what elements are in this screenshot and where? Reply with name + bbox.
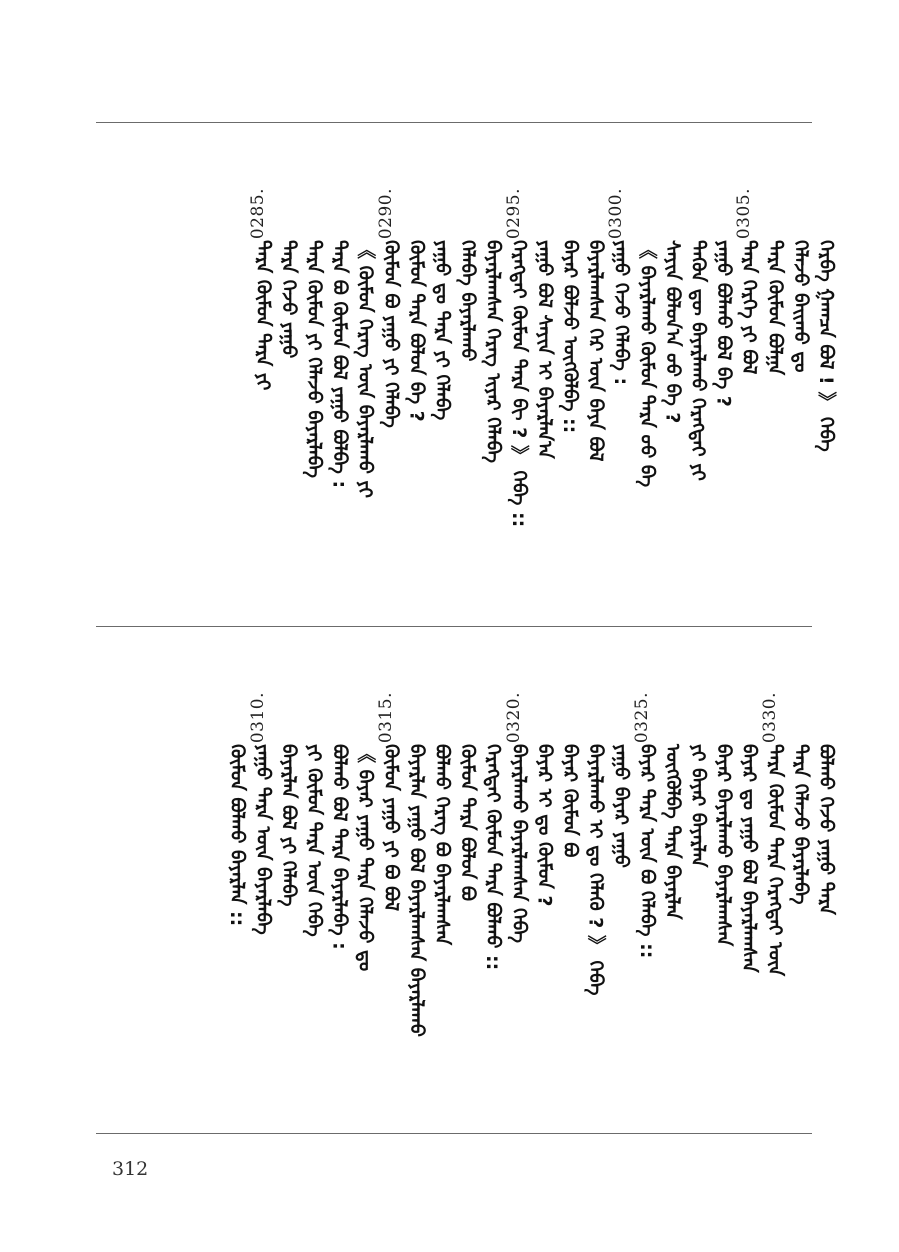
line-text: ᠬᠦᠮᠦᠨ ᠶᠠᠭᠤ ᠶᠢ ᠪᠣ ᠪᠣᠯ xyxy=(379,744,402,912)
top-rule xyxy=(96,122,812,123)
middle-rule xyxy=(96,626,812,627)
line-text: ᠪᠠᠶᠠᠷᠯᠠᠨ ᠶᠠᠭᠤ ᠪᠣᠯ ᠪᠠᠶᠠᠷᠯᠠᠭᠰᠠᠨ ᠪᠠᠶᠠᠷᠯᠠᠬᠤ xyxy=(405,744,428,1037)
bottom-rule xyxy=(96,1133,812,1134)
line-text: ᠪᠠᠶᠠᠷᠯᠠᠭᠰᠠᠨ ᠬᠡᠷᠡᠭ ᠢᠶᠡᠷ ᠬᠡᠯᠡᠪᠡ xyxy=(482,240,505,463)
line-text: ᠪᠣᠯᠬᠤ ᠬᠡᠷᠡᠭ ᠪᠣ ᠪᠠᠶᠠᠷᠯᠠᠭᠰᠠᠨ xyxy=(431,744,453,946)
line-text: ᠶᠠᠭᠤ ᠭᠡᠵᠦ ᠬᠡᠯᠡᠪᠡ : xyxy=(610,240,633,386)
line-text: ᠲᠡᠷᠡ ᠬᠦᠮᠦᠨ ᠪᠣᠯᠭᠠ xyxy=(763,240,786,376)
line-number: 0290. xyxy=(375,188,396,240)
line-number: 0310. xyxy=(247,692,268,744)
line-text: ᠲᠡᠷᠡ ᠬᠦᠮᠦᠨ ᠶᠢ ᠬᠡᠯᠡᠵᠦ ᠪᠠᠶᠠᠷᠯᠠᠪᠠ xyxy=(303,240,325,479)
line-text: ᠲᠡᠷᠡ ᠬᠦᠮᠦᠨ ᠲᠡᠷᠡ ᠶᠢ xyxy=(251,240,274,391)
line-text: ᠪᠠᠶᠠᠷ ᠬᠦᠮᠦᠨ ᠪᠣ xyxy=(559,744,581,858)
lower-text-block xyxy=(96,692,837,1112)
line-text: ᠬᠦᠮᠦᠨ ᠲᠡᠷᠡ ᠪᠣᠯᠤᠨ ᠪᠡ ? xyxy=(405,240,428,422)
page-number: 312 xyxy=(112,1158,149,1180)
line-number: 0300. xyxy=(606,188,627,240)
line-text: ᠶᠢ ᠪᠠᠶᠠᠷ ᠪᠠᠶᠠᠷᠯᠠᠨ xyxy=(687,744,709,868)
line-text: ᠪᠠᠶᠠᠷᠯᠠᠬᠤ ᠢ ᠳᠤ ᠬᠡᠯᠡᠬᠦ ? 》 ᠭᠡᠪᠡ xyxy=(584,744,607,996)
line-number: 0295. xyxy=(503,188,524,240)
line-text: ᠪᠠᠶᠠᠷᠯᠠᠭᠰᠠᠨ ᠭᠡᠷ ᠦᠨ ᠪᠡᠶᠡ ᠪᠣᠯ xyxy=(584,240,607,462)
line-text: ᠪᠠᠶᠠᠷᠯᠠᠬᠤ ᠪᠠᠶᠠᠷᠯᠠᠭᠰᠠᠨ ᠭᠡᠪᠡ xyxy=(507,744,530,943)
line-text: ᠬᠦᠮᠦᠨ ᠪᠣ ᠶᠠᠭᠤ ᠶᠢ ᠬᠡᠯᠡᠪᠡ xyxy=(379,240,402,428)
line-text: 《 ᠪᠠᠶᠠᠷ ᠶᠠᠭᠤ ᠲᠡᠷᠡ ᠬᠡᠯᠡᠵᠦ ᠳᠤ xyxy=(354,744,377,972)
line-text: ᠪᠠᠶᠠᠷ ᠳᠤ ᠶᠠᠭᠤ ᠪᠣᠯ ᠪᠠᠶᠠᠷᠯᠠᠭᠰᠠᠨ xyxy=(738,744,761,973)
line-text: ᠬᠡᠯᠡᠵᠦ ᠪᠠᠢᠬᠤ ᠳᠤ xyxy=(789,240,812,373)
line-text: ᠬᠡᠷᠡᠭᠲᠡᠢ ᠬᠦᠮᠦᠨ ᠲᠡᠷᠡ ᠪᠣᠯᠬᠤ :: xyxy=(482,744,505,971)
line-text: ᠶᠠᠭᠤ ᠪᠠᠶᠠᠷ ᠶᠠᠭᠤ xyxy=(610,744,633,868)
line-number: 0325. xyxy=(631,692,652,744)
line-number: 0330. xyxy=(759,692,780,744)
line-text: ᠪᠠᠶᠠᠷ ᠪᠠᠶᠠᠷᠯᠠᠬᠤ ᠪᠠᠶᠠᠷᠯᠠᠭᠰᠠᠨ xyxy=(712,744,735,947)
line-number: 0320. xyxy=(503,692,524,744)
line-text: ᠦᠭᠭᠦᠯᠪᠡ ᠲᠡᠷᠡ ᠪᠠᠶᠠᠷᠯᠠᠨ xyxy=(661,744,684,920)
line-text: ᠶᠠᠭᠤ ᠪᠣᠯᠬᠤ ᠪᠣᠯ ᠪᠡ ? xyxy=(712,240,735,407)
line-text: ᠬᠡᠷᠪᠡ ᠭᠠᠭᠴᠠ ᠪᠣᠯ ! 》 ᠭᠡᠪᠡ xyxy=(815,240,837,452)
line-text: ᠬᠡᠷᠡᠭᠲᠡᠢ ᠬᠦᠮᠦᠨ ᠲᠡᠷᠡ ᠪᠢ ? 》 ᠭᠡᠪᠡ :: xyxy=(507,240,530,528)
line-text: ᠪᠠᠶᠠᠷᠯᠠᠨ ᠪᠣᠯ ᠶᠢ ᠬᠡᠯᠡᠪᠡ xyxy=(277,744,300,907)
line-text: ᠪᠣᠯᠬᠤ ᠪᠣᠯ ᠲᠡᠷᠡ ᠪᠠᠶᠠᠷᠯᠠᠪᠠ : xyxy=(328,744,351,950)
upper-text-block xyxy=(96,188,837,608)
line-text: ᠲᠡᠷᠡ ᠭᠡᠵᠦ ᠶᠠᠭᠤ xyxy=(277,240,300,359)
line-text: ᠪᠣᠯᠬᠤ ᠭᠡᠵᠦ ᠶᠠᠭᠤ ᠲᠡᠷᠡ xyxy=(815,744,837,915)
line-text: ᠬᠡᠯᠡᠪᠡ ᠪᠠᠶᠠᠷᠯᠠᠬᠤ xyxy=(456,240,479,362)
line-text: ᠶᠠᠭᠤ ᠳᠤ ᠲᠡᠷᠡ ᠶᠢ ᠬᠡᠯᠡᠪᠡ xyxy=(431,240,453,421)
line-number: 0285. xyxy=(247,188,268,240)
line-text: ᠪᠠᠶᠠᠷ ᠢ ᠳᠤ ᠬᠦᠮᠦᠨ ? xyxy=(533,744,556,907)
line-text: ᠲᠡᠷᠡ ᠬᠦᠮᠦᠨ ᠲᠡᠷᠡ ᠬᠡᠷᠡᠭᠲᠡᠢ ᠦᠨ xyxy=(763,744,786,977)
line-text: ᠬᠦᠮᠦᠨ ᠲᠡᠷᠡ ᠪᠣᠯᠤᠨ ᠪᠣ xyxy=(456,744,479,902)
line-text: ᠶᠠᠭᠤ ᠲᠡᠷᠡ ᠦᠨ ᠪᠠᠶᠠᠷᠯᠠᠪᠠ xyxy=(251,744,274,935)
line-text: ᠲᠡᠷᠡ ᠬᠡᠷᠭᠡ ᠶᠢ ᠪᠣᠯ xyxy=(738,240,761,375)
line-text: 《 ᠬᠦᠮᠦᠨ ᠬᠡᠷᠡᠭ ᠦᠨ ᠪᠠᠶᠠᠷᠯᠠᠬᠤ ᠶᠢ xyxy=(354,240,377,499)
line-text: ᠪᠠᠶᠠᠷ ᠲᠡᠷᠡ ᠦᠨ ᠪᠣ ᠬᠡᠯᠡᠪᠡ :: xyxy=(635,744,658,959)
line-text: ᠶᠠᠭᠤ ᠪᠣᠯ ᠰᠠᠶᠢᠨ ᠢ ᠪᠠᠶᠠᠷᠯᠠᠨ᠎ᠠ xyxy=(533,240,556,459)
line-text: ᠲᠡᠷᠡ ᠬᠡᠯᠡᠵᠦ ᠪᠠᠶᠠᠷᠯᠠᠪᠠ xyxy=(789,744,812,905)
line-text: ᠰᠠᠶᠢᠨ ᠪᠣᠯᠤᠨ᠎ᠠ ᠤᠤ ᠪᠡ ? xyxy=(661,240,684,424)
line-text: ᠪᠠᠶᠠᠷ ᠪᠣᠯᠵᠤ ᠦᠭᠭᠦᠯᠪᠡ :: xyxy=(559,240,581,434)
line-text: ᠶᠢ ᠬᠦᠮᠦᠨ ᠲᠡᠷᠡ ᠦᠨ ᠭᠡᠪᠡ xyxy=(303,744,325,937)
line-text: 《 ᠪᠠᠶᠠᠷᠯᠠᠬᠤ ᠬᠦᠮᠦᠨ ᠲᠡᠷᠡ ᠤᠤ ᠪᠡ xyxy=(635,240,658,488)
line-number: 0305. xyxy=(734,188,755,240)
line-text: ᠬᠦᠮᠦᠨ ᠪᠣᠯᠬᠤ ᠪᠠᠶᠠᠷᠯᠠᠨ :: xyxy=(226,744,249,927)
line-text: ᠲᠡᠷᠡ ᠪᠣ ᠬᠦᠮᠦᠨ ᠪᠣᠯ ᠶᠠᠭᠤ ᠪᠣᠯᠪᠠ : xyxy=(328,240,351,489)
line-number: 0315. xyxy=(375,692,396,744)
line-text: ᠲᠡᠭᠦᠨ ᠳᠦ ᠪᠠᠶᠠᠷᠯᠠᠬᠤ ᠬᠡᠷᠡᠭᠲᠡᠢ ᠶᠢ xyxy=(687,240,709,481)
